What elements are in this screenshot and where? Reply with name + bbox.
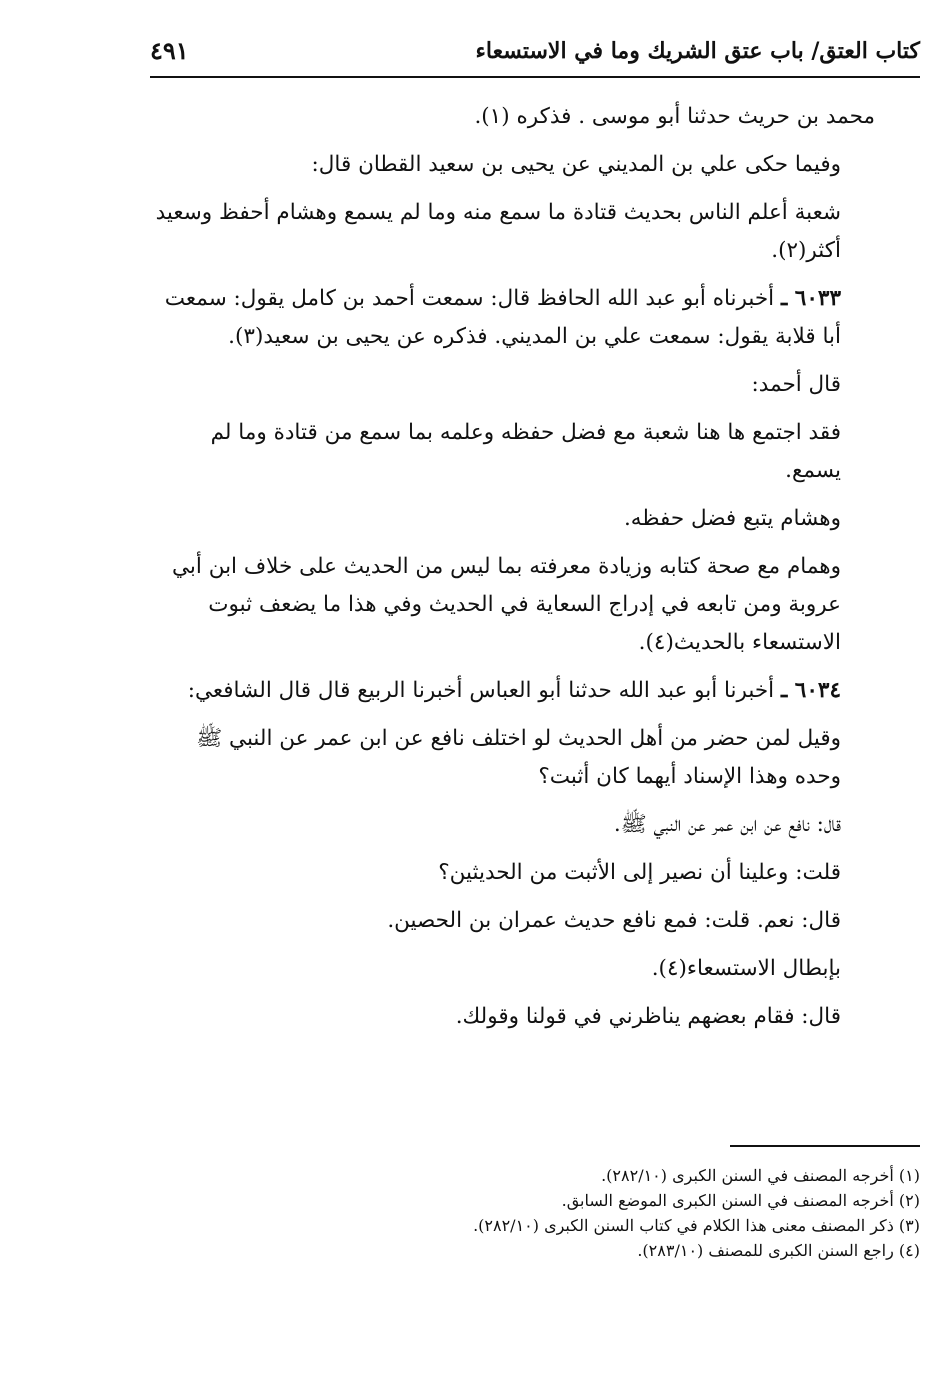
page-header (150, 24, 920, 78)
paragraph-text: قال أحمد: (751, 372, 841, 397)
paragraph (155, 902, 875, 940)
header-divider (150, 76, 920, 78)
paragraph (155, 414, 875, 490)
paragraph (155, 998, 875, 1036)
paragraph (155, 500, 875, 538)
paragraph-text: وهشام يتبع فضل حفظه. (623, 506, 841, 531)
paragraph (155, 950, 875, 988)
paragraph-text: فقد اجتمع ها هنا شعبة مع فضل حفظه وعلمه بما سمع من قتادة وما لم يسمع. (210, 420, 841, 483)
paragraph-text: وهمام مع صحة كتابه وزيادة معرفته بما ليس من الحديث على خلاف ابن أبي عروبة ومن تابعه في إدراج السعاية في الحديث وفي هذا ما يضعف ثبوت الاستسعاء بالحديث(٤). (172, 554, 841, 655)
paragraph (155, 672, 875, 710)
paragraph (155, 720, 875, 796)
footnote-item: (٣) ذكر المصنف معنى هذا الكلام في كتاب السنن الكبرى (٢٨٢/١٠). (473, 1216, 920, 1235)
paragraph-text: أخبرنا أبو عبد الله حدثنا أبو العباس أخبرنا الربيع قال قال الشافعي: (187, 678, 781, 703)
paragraph-text: قال: نافع عن ابن عمر عن النبي ﷺ. (613, 812, 841, 837)
paragraph-text: قال: نعم. قلت: فمع نافع حديث عمران بن الحصين. (387, 908, 841, 933)
main-text (155, 98, 875, 1046)
paragraph (155, 280, 875, 356)
paragraph-text: بإبطال الاستسعاء(٤). (651, 956, 841, 981)
paragraph (155, 98, 875, 136)
footnote-item: (٤) راجع السنن الكبرى للمصنف (٢٨٣/١٠). (637, 1241, 920, 1260)
paragraph-text: شعبة أعلم الناس بحديث قتادة ما سمع منه وما لم يسمع وهشام أحفظ وسعيد أكثر(٢). (155, 200, 841, 263)
footnote-item: (١) أخرجه المصنف في السنن الكبرى (٢٨٢/١٠). (601, 1166, 920, 1185)
paragraph-text: محمد بن حريث حدثنا أبو موسى . فذكره (١). (474, 104, 875, 129)
paragraph-text: وفيما حكى علي بن المديني عن يحيى بن سعيد القطان قال: (311, 152, 841, 177)
paragraph-text: قلت: وعلينا أن نصير إلى الأثبت من الحديثين؟ (438, 860, 841, 885)
footnote-divider (730, 1145, 920, 1147)
paragraph (155, 806, 875, 844)
footnotes (380, 1163, 920, 1263)
hadith-number: ٦٠٣٤ ـ (781, 678, 841, 703)
hadith-number: ٦٠٣٣ ـ (781, 286, 841, 311)
paragraph-text: أخبرناه أبو عبد الله الحافظ قال: سمعت أحمد بن كامل يقول: سمعت أبا قلابة يقول: سمعت علي بن المديني. فذكره عن يحيى بن سعيد(٣). (164, 286, 841, 349)
paragraph (155, 146, 875, 184)
running-title: كتاب العتق/ باب عتق الشريك وما في الاستسعاء (475, 38, 920, 64)
paragraph-text: وقيل لمن حضر من أهل الحديث لو اختلف نافع عن ابن عمر عن النبي ﷺ وحده وهذا الإسناد أيهما كان أثبت؟ (196, 726, 841, 789)
paragraph (155, 548, 875, 662)
paragraph (155, 366, 875, 404)
footnote-item: (٢) أخرجه المصنف في السنن الكبرى الموضع السابق. (561, 1191, 920, 1210)
paragraph (155, 194, 875, 270)
paragraph (155, 854, 875, 892)
paragraph-text: قال: فقام بعضهم يناظرني في قولنا وقولك. (455, 1004, 841, 1029)
page-number: ٤٩١ (150, 36, 189, 65)
